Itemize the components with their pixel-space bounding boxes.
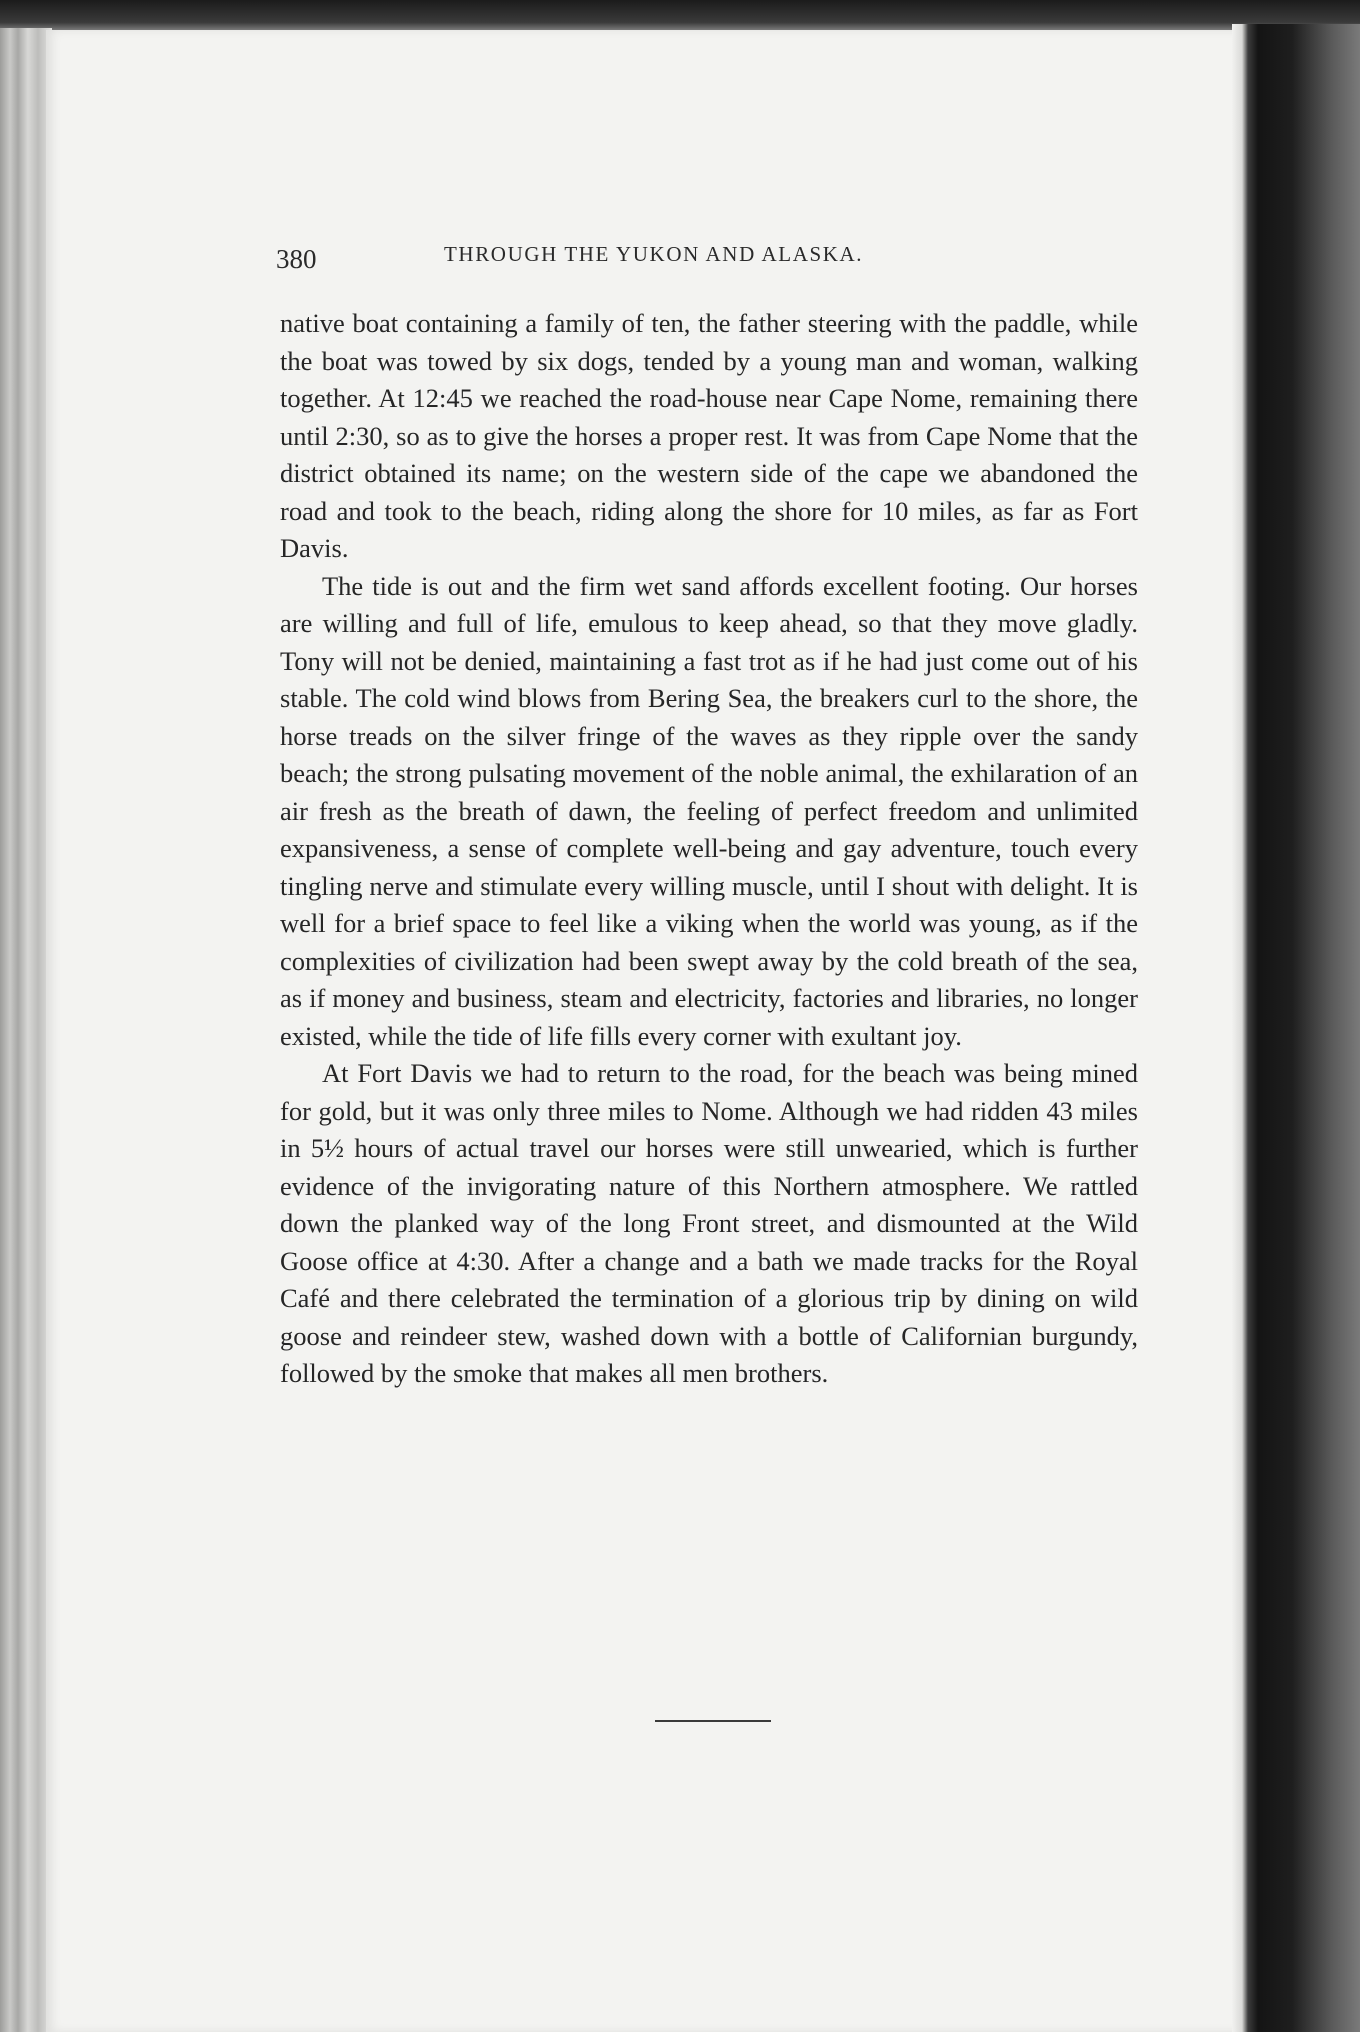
paragraph-2: The tide is out and the firm wet sand affords excellent footing. Our horses are willing and full of life, emulous to keep ahead, so that they move gladly. Tony will not be denied, maintaining a fast trot as if he had just come out of his stable. The cold wind blows from Bering Sea, the breakers curl to the shore, the horse treads on the silver fringe of the waves as they ripple over the sandy beach; the strong pulsating movement of the noble animal, the exhilaration of an air fresh as the breath of dawn, the feeling of perfect freedom and unlimited expansiveness, a sense of complete well-being and gay adventure, touch every tingling nerve and stimulate every willing muscle, until I shout with delight. It is well for a brief space to feel like a viking when the world was young, as if the complexities of civilization had been swept away by the cold breath of the sea, as if money and business, steam and electricity, factories and libraries, no longer existed, while the tide of life fills every corner with exultant joy. <box>280 570 1138 1051</box>
body-text <box>280 305 1138 1393</box>
paragraph-1: native boat containing a family of ten, the father steering with the paddle, while the boat was towed by six dogs, tended by a young man and woman, walking together. At 12:45 we reached the road-house near Cape Nome, remaining there until 2:30, so as to give the horses a proper rest. It was from Cape Nome that the district obtained its name; on the western side of the cape we abandoned the road and took to the beach, riding along the shore for 10 miles, as far as Fort Davis. <box>280 308 1138 563</box>
running-head-title: THROUGH THE YUKON AND ALASKA. <box>444 242 864 266</box>
chapter-end-rule <box>655 1720 771 1722</box>
book-spine-edge <box>0 28 52 2032</box>
running-head <box>276 240 1136 280</box>
page-number: 380 <box>276 244 317 274</box>
scan-top-edge <box>0 0 1360 32</box>
scan-right-edge <box>1232 24 1360 2032</box>
paragraph-3: At Fort Davis we had to return to the road, for the beach was being mined for gold, but it was only three miles to Nome. Although we had ridden 43 miles in 5½ hours of actual travel our horses were still unwearied, which is further evidence of the invigorating nature of this Northern atmosphere. We rattled down the planked way of the long Front street, and dismounted at the Wild Goose office at 4:30. After a change and a bath we made tracks for the Royal Café and there celebrated the termination of a glorious trip by dining on wild goose and reindeer stew, washed down with a bottle of Californian burgundy, followed by the smoke that makes all men brothers. <box>280 1058 1138 1388</box>
